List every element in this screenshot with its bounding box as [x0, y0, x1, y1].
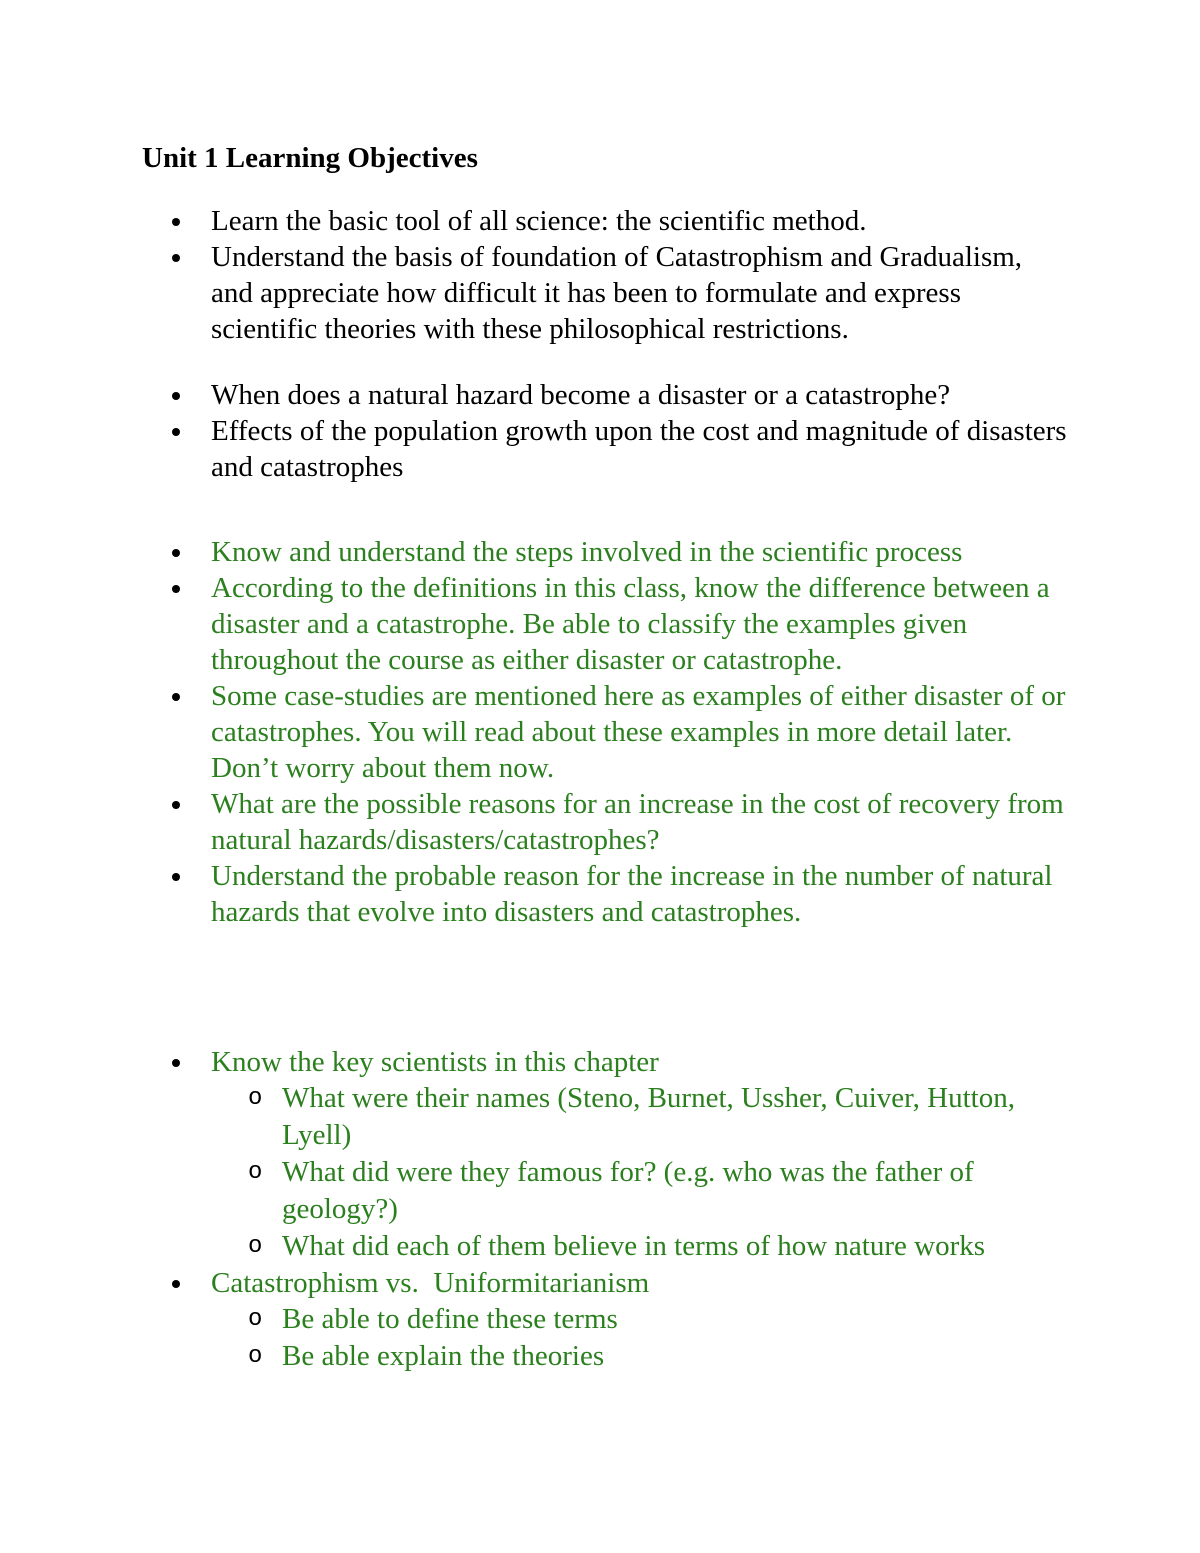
circle-bullet-icon: o — [248, 1233, 263, 1260]
bullet-icon — [172, 549, 180, 557]
sub-list-item — [0, 1228, 1082, 1265]
list-item-text: Understand the basis of foundation of Catastrophism and Gradualism, and appreciate how difficult it has been to formulate and express scientific theories with these philosophical restrictions. — [211, 241, 1023, 345]
circle-bullet-icon: o — [248, 1306, 263, 1333]
bullet-icon — [172, 218, 180, 226]
page-title: Unit 1 Learning Objectives — [142, 142, 478, 174]
list-item-text: Know and understand the steps involved in the scientific process — [211, 536, 963, 568]
circle-bullet-icon: o — [248, 1085, 263, 1112]
sub-list-item — [0, 1301, 1082, 1338]
list-item — [0, 858, 1071, 930]
list-item — [0, 203, 1071, 239]
sub-list-item — [0, 1080, 1082, 1154]
list-item-text: Some case-studies are mentioned here as examples of either disaster of or catastrophes. You will read about these examples in more detail later. Don’t worry about them now. — [211, 680, 1066, 784]
list-item-text: Catastrophism vs. Uniformitarianism — [211, 1267, 650, 1299]
sub-list-item-text: Be able to define these terms — [282, 1303, 618, 1335]
list-item-text: What are the possible reasons for an increase in the cost of recovery from natural hazards/disasters/catastrophes? — [211, 788, 1064, 856]
list-item — [0, 1265, 1071, 1375]
bullet-icon — [172, 392, 180, 400]
sub-list-item-text: What did each of them believe in terms of how nature works — [282, 1230, 986, 1262]
list-item-text: Effects of the population growth upon the cost and magnitude of disasters and catastrophes — [211, 415, 1067, 483]
bullet-icon — [172, 585, 180, 593]
list-item-text: Understand the probable reason for the increase in the number of natural hazards that evolve into disasters and catastrophes. — [211, 860, 1053, 928]
list-item — [0, 239, 1071, 347]
list-item — [0, 534, 1071, 570]
objectives-list-4 — [0, 1044, 1200, 1375]
bullet-icon — [172, 1280, 180, 1288]
list-item — [0, 570, 1071, 678]
bullet-icon — [172, 1059, 180, 1067]
list-item-text: When does a natural hazard become a disaster or a catastrophe? — [211, 379, 951, 411]
list-item — [0, 1044, 1071, 1265]
objectives-list-2 — [0, 377, 1200, 485]
sub-list — [211, 1080, 1071, 1265]
sub-list-item-text: What were their names (Steno, Burnet, Ussher, Cuiver, Hutton, Lyell) — [282, 1082, 1015, 1151]
list-item — [0, 678, 1071, 786]
bullet-icon — [172, 801, 180, 809]
bullet-icon — [172, 873, 180, 881]
sub-list-item-text: Be able explain the theories — [282, 1340, 605, 1372]
sub-list-item — [0, 1154, 1082, 1228]
list-item — [0, 377, 1071, 413]
circle-bullet-icon: o — [248, 1343, 263, 1370]
bullet-icon — [172, 428, 180, 436]
sub-list — [211, 1301, 1071, 1375]
sub-list-item — [0, 1338, 1082, 1375]
list-item-text: According to the definitions in this class, know the difference between a disaster and a catastrophe. Be able to classify the examples given throughout the course as either disaster or catastrophe. — [211, 572, 1050, 676]
list-item-text: Learn the basic tool of all science: the scientific method. — [211, 205, 867, 237]
circle-bullet-icon: o — [248, 1159, 263, 1186]
list-item-text: Know the key scientists in this chapter — [211, 1046, 659, 1078]
list-item — [0, 786, 1071, 858]
sub-list-item-text: What did were they famous for? (e.g. who was the father of geology?) — [282, 1156, 974, 1225]
list-item — [0, 413, 1071, 485]
objectives-list-3 — [0, 534, 1200, 930]
objectives-list-1 — [0, 203, 1200, 347]
bullet-icon — [172, 693, 180, 701]
bullet-icon — [172, 254, 180, 262]
